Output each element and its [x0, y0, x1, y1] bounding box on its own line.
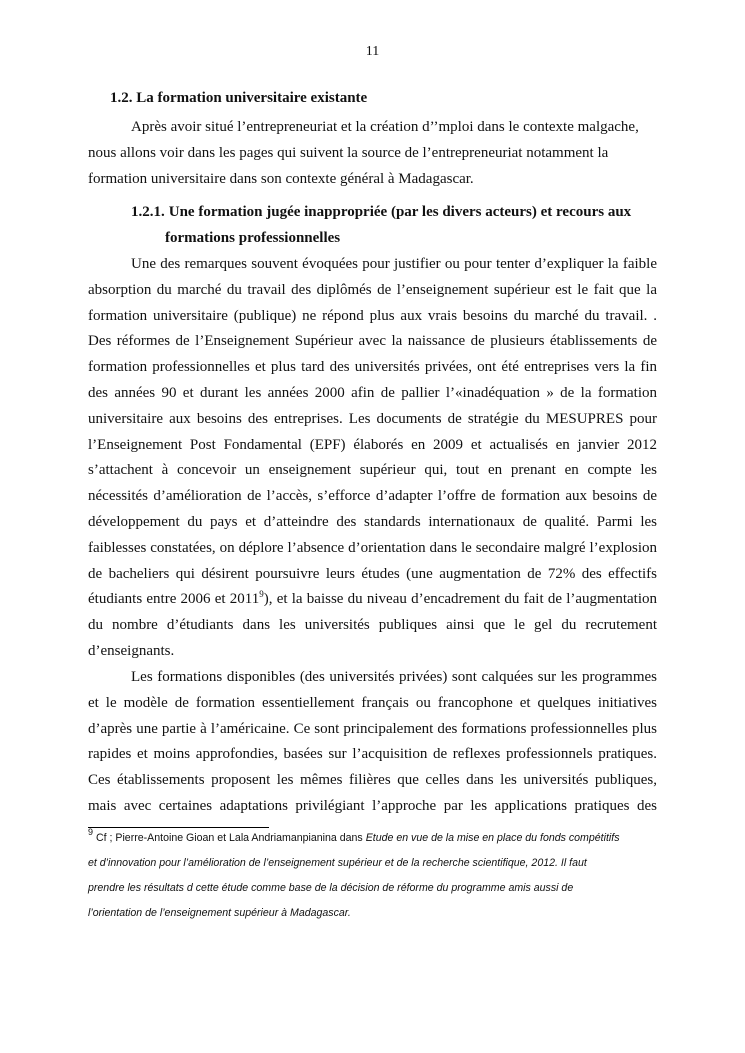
text-line: s’attachent à concevoir un enseignement supérieur qui, tout en prenant en compte les: [88, 462, 657, 479]
text-line: Après avoir situé l’entrepreneuriat et la création d’’mploi dans le contexte malgache,: [131, 119, 639, 135]
text-segment: étudiants entre 2006 et 2011: [88, 591, 260, 608]
text-line: nous allons voir dans les pages qui suivent la source de l’entrepreneuriat notamment la: [88, 144, 609, 161]
footnote-line: et d’innovation pour l’amélioration de l’enseignement supérieur et de la recherche scientifique, 2012. Il faut: [88, 857, 587, 869]
paragraph-2: [88, 252, 657, 665]
section-heading: [110, 86, 679, 112]
paragraph-3: [88, 665, 657, 820]
text-segment: ), et la baisse du niveau d’encadrement du fait de l’augmentation: [263, 591, 657, 608]
text-line: développement du pays et d’atteindre des standards internationaux de qualité. Parmi les: [88, 513, 657, 530]
intro-paragraph: [88, 115, 657, 192]
text-line: des années 90 et durant les années 2000 afin de pallier l’«inadéquation » de la formation: [88, 384, 657, 401]
text-line: Les formations disponibles (des universités privées) sont calquées sur les programmes: [131, 669, 657, 685]
footnote-line: l’orientation de l’enseignement supérieur à Madagascar.: [88, 907, 351, 919]
footnote-line: prendre les résultats d cette étude comme base de la décision de réforme du programme amis aussi de: [88, 882, 574, 894]
text-line: faiblesses constatées, on déplore l’absence d’orientation dans le secondaire malgré l’explosion: [88, 539, 657, 556]
text-line: universitaire aux besoins des entreprises. Les documents de stratégie du MESUPRES pour: [88, 410, 657, 427]
text-line: formation universitaire (publique) ne répond plus aux vrais besoins du marché du travail. .: [88, 307, 657, 324]
footnote-citation: Etude en vue de la mise en place du fonds compétitifs: [365, 832, 620, 844]
text-line: absorption du marché du travail des diplômés de l’enseignement supérieur est le fait que la: [88, 281, 657, 298]
subsection-number: 1.2.1.: [131, 204, 165, 220]
footnote-marker: 9: [88, 827, 94, 837]
footnote-text: Cf ; Pierre-Antoine Gioan et Lala Andriamanpianina dans: [93, 832, 366, 844]
text-line: de bacheliers qui désirent poursuivre leurs études (une augmentation de 72% des effectifs: [88, 565, 657, 582]
text-line: Ces établissements proposent les mêmes filières que celles dans les universités publiques,: [88, 772, 657, 789]
text-line: et le modèle de formation essentiellement français ou francophone et quelques initiatives: [88, 694, 657, 711]
subsection-title-line2: formations professionnelles: [165, 229, 341, 246]
text-line: l’Enseignement Post Fondamental (EPF) élaborés en 2009 et actualisés en janvier 2012: [88, 436, 657, 453]
subsection-heading: [131, 200, 671, 252]
text-line: d’enseignants.: [88, 642, 175, 659]
text-line: rapides et moins approfondies, basées sur l’acquisition de reflexes professionnels pratiques.: [88, 746, 657, 763]
section-heading-text: 1.2. La formation universitaire existante: [110, 90, 368, 106]
text-line: Des réformes de l’Enseignement Supérieur avec la naissance de plusieurs établissements de: [88, 333, 657, 350]
text-line: formation professionnelles et plus tard des universités privées, ont été entreprises vers la fin: [88, 359, 657, 376]
text-line: du nombre d’étudiants dans les universités publiques ainsi que le gel du recrutement: [88, 617, 657, 634]
text-line: [88, 587, 657, 613]
text-line: nécessités d’amélioration de l’accès, s’efforce d’adapter l’offre de formation aux besoins de: [88, 488, 657, 505]
text-line: formation universitaire dans son contexte général à Madagascar.: [88, 170, 474, 187]
footnote-reference: 9: [259, 589, 264, 600]
footnote: [88, 826, 688, 926]
text-line: mais avec certaines adaptations privilégiant l’approche par les applications pratiques des: [88, 797, 657, 814]
subsection-title-line1: Une formation jugée inappropriée (par les divers acteurs) et recours aux: [168, 204, 632, 220]
text-line: Une des remarques souvent évoquées pour justifier ou pour tenter d’expliquer la faible: [131, 256, 657, 272]
page-number: 11: [365, 44, 380, 59]
text-line: d’après une partie à l’américaine. Ce sont principalement des formations professionnelles plus: [88, 720, 657, 737]
